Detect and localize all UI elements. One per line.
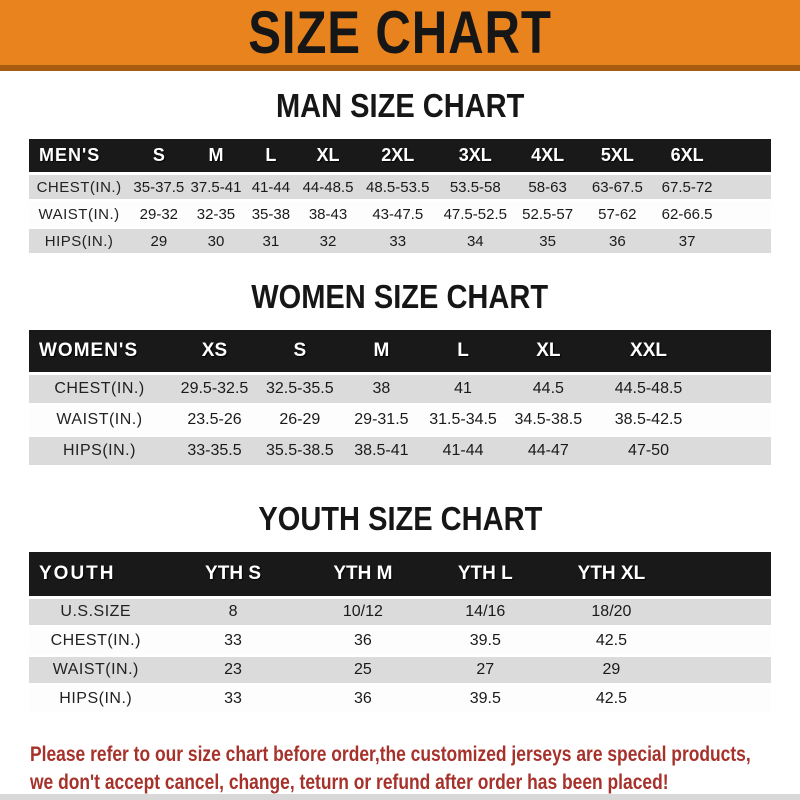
size-cell: 32-35: [189, 202, 244, 226]
size-cell: 36: [304, 628, 423, 654]
size-cell: 8: [163, 599, 304, 625]
banner-title: SIZE CHART: [248, 0, 552, 66]
men-heading-text: MAN SIZE CHART: [275, 87, 525, 124]
size-cell: 27: [422, 657, 548, 683]
youth-size-header: YTH S: [163, 552, 304, 596]
row-label: HIPS(IN.): [29, 437, 170, 465]
youth-waist-row: [29, 657, 771, 683]
women-section-heading: [0, 280, 800, 313]
size-cell: 32: [298, 229, 357, 253]
youth-corner-label: YOUTH: [29, 552, 163, 596]
women-size-header: XS: [170, 330, 259, 372]
size-cell: 18/20: [548, 599, 674, 625]
row-label: CHEST(IN.): [29, 175, 129, 199]
row-label: WAIST(IN.): [29, 406, 170, 434]
size-cell: 10/12: [304, 599, 423, 625]
size-cell: 29-32: [129, 202, 188, 226]
row-label: HIPS(IN.): [29, 686, 163, 712]
row-label: HIPS(IN.): [29, 229, 129, 253]
men-hips-row: [29, 229, 771, 253]
size-cell: 44-47: [504, 437, 593, 465]
footer-disclaimer: [30, 741, 800, 797]
size-cell: 29: [129, 229, 188, 253]
size-cell-filler: [674, 599, 771, 625]
size-cell: 39.5: [422, 686, 548, 712]
size-cell: 38.5-42.5: [593, 406, 704, 434]
disclaimer-line-2: we don't accept cancel, change, teturn or refund after order has been placed!: [30, 770, 669, 794]
size-cell: 41: [422, 375, 504, 403]
size-cell: 30: [189, 229, 244, 253]
women-size-header: XL: [504, 330, 593, 372]
size-cell: 41-44: [243, 175, 298, 199]
youth-chest-row: [29, 628, 771, 654]
size-cell: 44.5: [504, 375, 593, 403]
size-cell-filler: [674, 628, 771, 654]
men-header-row: [29, 139, 771, 172]
row-label: CHEST(IN.): [29, 375, 170, 403]
size-cell: 38: [341, 375, 423, 403]
size-cell: 29.5-32.5: [170, 375, 259, 403]
size-cell: 36: [582, 229, 652, 253]
size-cell: 47.5-52.5: [438, 202, 513, 226]
row-label: WAIST(IN.): [29, 657, 163, 683]
size-cell: 29-31.5: [341, 406, 423, 434]
men-size-table: [29, 136, 771, 256]
women-size-header: L: [422, 330, 504, 372]
size-cell-filler: [674, 686, 771, 712]
men-size-header: 6XL: [652, 139, 722, 172]
size-cell: 14/16: [422, 599, 548, 625]
size-cell: 37.5-41: [189, 175, 244, 199]
size-cell: 48.5-53.5: [358, 175, 438, 199]
size-cell: 33-35.5: [170, 437, 259, 465]
men-size-header: 5XL: [582, 139, 652, 172]
size-cell: 35.5-38.5: [259, 437, 341, 465]
size-cell: 58-63: [513, 175, 583, 199]
size-cell-filler: [722, 175, 771, 199]
size-cell: 23.5-26: [170, 406, 259, 434]
size-cell: 34: [438, 229, 513, 253]
men-corner-label: MEN'S: [29, 139, 129, 172]
men-size-header: 4XL: [513, 139, 583, 172]
size-chart-banner: [0, 0, 800, 71]
size-cell: 53.5-58: [438, 175, 513, 199]
size-cell: 63-67.5: [582, 175, 652, 199]
youth-size-table: [29, 549, 771, 715]
men-section-heading: [0, 89, 800, 122]
size-cell-filler: [704, 437, 771, 465]
size-cell-filler: [704, 375, 771, 403]
women-corner-label: WOMEN'S: [29, 330, 170, 372]
size-cell: 35-38: [243, 202, 298, 226]
size-cell: 43-47.5: [358, 202, 438, 226]
youth-header-row: [29, 552, 771, 596]
size-cell: 31.5-34.5: [422, 406, 504, 434]
size-cell: 29: [548, 657, 674, 683]
size-cell: 67.5-72: [652, 175, 722, 199]
youth-heading-text: YOUTH SIZE CHART: [258, 500, 542, 537]
youth-size-header: YTH XL: [548, 552, 674, 596]
women-size-header: S: [259, 330, 341, 372]
size-cell: 33: [163, 686, 304, 712]
size-cell: 37: [652, 229, 722, 253]
size-cell: 33: [358, 229, 438, 253]
size-cell: 62-66.5: [652, 202, 722, 226]
size-cell-filler: [722, 202, 771, 226]
size-cell: 25: [304, 657, 423, 683]
men-size-header: S: [129, 139, 188, 172]
size-cell-filler: [674, 657, 771, 683]
women-waist-row: [29, 406, 771, 434]
women-header-filler: [704, 330, 771, 372]
row-label: WAIST(IN.): [29, 202, 129, 226]
size-cell: 47-50: [593, 437, 704, 465]
size-cell: 57-62: [582, 202, 652, 226]
size-cell: 39.5: [422, 628, 548, 654]
youth-header-filler: [674, 552, 771, 596]
size-cell: 26-29: [259, 406, 341, 434]
size-cell-filler: [722, 229, 771, 253]
size-cell: 41-44: [422, 437, 504, 465]
size-cell: 34.5-38.5: [504, 406, 593, 434]
row-label: CHEST(IN.): [29, 628, 163, 654]
disclaimer-line-1: Please refer to our size chart before order,the customized jerseys are special products,: [30, 743, 751, 766]
men-size-header: L: [243, 139, 298, 172]
row-label: U.S.SIZE: [29, 599, 163, 625]
women-header-row: [29, 330, 771, 372]
men-chest-row: [29, 175, 771, 199]
men-size-header: XL: [298, 139, 357, 172]
size-cell-filler: [704, 406, 771, 434]
youth-section-heading: [0, 502, 800, 535]
size-cell: 38-43: [298, 202, 357, 226]
size-cell: 32.5-35.5: [259, 375, 341, 403]
size-cell: 33: [163, 628, 304, 654]
women-size-header: XXL: [593, 330, 704, 372]
men-header-filler: [722, 139, 771, 172]
size-cell: 35-37.5: [129, 175, 188, 199]
women-size-table: [29, 327, 771, 468]
size-cell: 23: [163, 657, 304, 683]
men-size-header: M: [189, 139, 244, 172]
youth-ussize-row: [29, 599, 771, 625]
women-heading-text: WOMEN SIZE CHART: [251, 278, 549, 315]
women-chest-row: [29, 375, 771, 403]
size-cell: 35: [513, 229, 583, 253]
size-cell: 42.5: [548, 628, 674, 654]
size-cell: 44.5-48.5: [593, 375, 704, 403]
size-cell: 52.5-57: [513, 202, 583, 226]
youth-hips-row: [29, 686, 771, 712]
size-cell: 31: [243, 229, 298, 253]
size-cell: 44-48.5: [298, 175, 357, 199]
bottom-divider: [0, 794, 800, 800]
men-waist-row: [29, 202, 771, 226]
men-size-header: 2XL: [358, 139, 438, 172]
youth-size-header: YTH L: [422, 552, 548, 596]
men-size-header: 3XL: [438, 139, 513, 172]
size-cell: 36: [304, 686, 423, 712]
size-cell: 38.5-41: [341, 437, 423, 465]
women-size-header: M: [341, 330, 423, 372]
size-cell: 42.5: [548, 686, 674, 712]
women-hips-row: [29, 437, 771, 465]
youth-size-header: YTH M: [304, 552, 423, 596]
